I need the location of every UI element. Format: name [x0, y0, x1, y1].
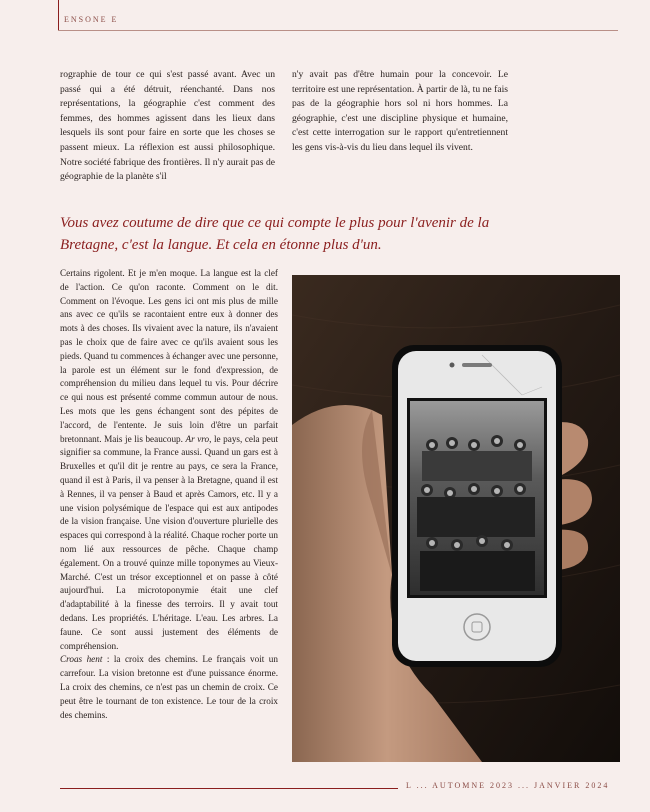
breton-term: Croas hent — [60, 654, 103, 665]
paragraph — [60, 267, 278, 653]
header-divider — [58, 30, 618, 31]
text-column-top-right — [292, 68, 508, 156]
body-text: : la croix des chemins. Le français voit un carrefour. La vision bretonne est d'une puissance énorme. La croix des chemins, ce n'est pas un chemin de croix. Ce peut être le tournant de ton existence. Le tour de la croix des chemins. — [60, 654, 278, 720]
breton-term: Ar vro — [185, 433, 210, 444]
footer-text: L ... AUTOMNE 2023 ... JANVIER 2024 — [406, 781, 610, 790]
footer-rule — [60, 788, 398, 789]
paragraph: n'y avait pas d'être humain pour la concevoir. Le territoire est une représentation. À partir de là, tu ne fais pas de la géographie hors sol ni hors hommes. La géographie, c'est une discipline physique et humaine, c'est cette interrogation sur le rapport qu'entretiennent les gens vis-à-vis du lieu dans lequel ils vivent. — [292, 69, 508, 153]
pull-quote: Vous avez coutume de dire que ce qui compte le plus pour l'avenir de la Bretagne, c'est la langue. Et cela en étonne plus d'un. — [60, 215, 490, 253]
body-text: Certains rigolent. Et je m'en moque. La langue est la clef de l'action. Ce qu'on raconte. Comment on le dit. Comment on l'évoque. Les gens ici ont mis plus de mille ans avec ce qu'ils se racontaient entre eux à donner des mots à des choses. Ils vivaient avec la nature, ils n'avaient pas le choix que de faire avec ce qu'ils avaient sous les pieds. Quand tu commences à échanger avec une personne, la parole est un élément sur le fond d'expression, de compréhension du milieu dans lequel tu vis. Pour décrire ce qui nous est présenté comme commun autour de nous. Les mots que les gens échangent sont des pépites de l'accord, de l'entente. Je suis loin d'être un parfait bretonnant. Mais je lis beaucoup. — [60, 268, 278, 444]
header-rule — [58, 0, 59, 30]
paragraph: rographie de tour ce qui s'est passé avant. Avec un passé qui a été détruit, réenchanté. Dans nos représentations, la géographie c'est comment des femmes, des hommes agissent dans les lieux dans lesquels ils sont pour faire en sorte que les choses se passent mieux. La réflexion est aussi philosophique. Notre société fabrique des frontières. Il n'y aurait pas de géographie de la planète s'il — [60, 69, 275, 183]
paragraph — [60, 653, 278, 722]
text-column-top-left — [60, 68, 275, 185]
body-text: , le pays, cela peut signifier sa commune, la France aussi. Quand un gars est à Bruxelles et qu'il dit je rentre au pays, ce sera la France, quand il est à Paris, il va penser à la Bretagne, quand il est à Rennes, il va penser à Baud et après Camors, etc. Il y a une vision polysémique de l'espace qui est aux antipodes de la vision française. Une vision d'ouverture plurielle des espaces qui correspond à la réalité. Chaque rocher porte un nom lié aux ressources de pêche. Chaque champ également. On a trouvé quinze mille toponymes au Vieux-Marché. C'est un trésor exceptionnel et on passe à côté aujourd'hui. La microtoponymie était une clef d'adaptabilité à la finesse des terroirs. Il y avait tout dedans. Les propriétés. L'héritage. L'eau. Les arbres. La faune. Ce sont aussi justement des éléments de compréhension. — [60, 433, 278, 651]
photo-hand-phone — [292, 275, 620, 762]
running-head: ENSONE E — [64, 15, 119, 24]
text-column-body — [60, 267, 278, 722]
photo-illustration — [292, 275, 620, 762]
